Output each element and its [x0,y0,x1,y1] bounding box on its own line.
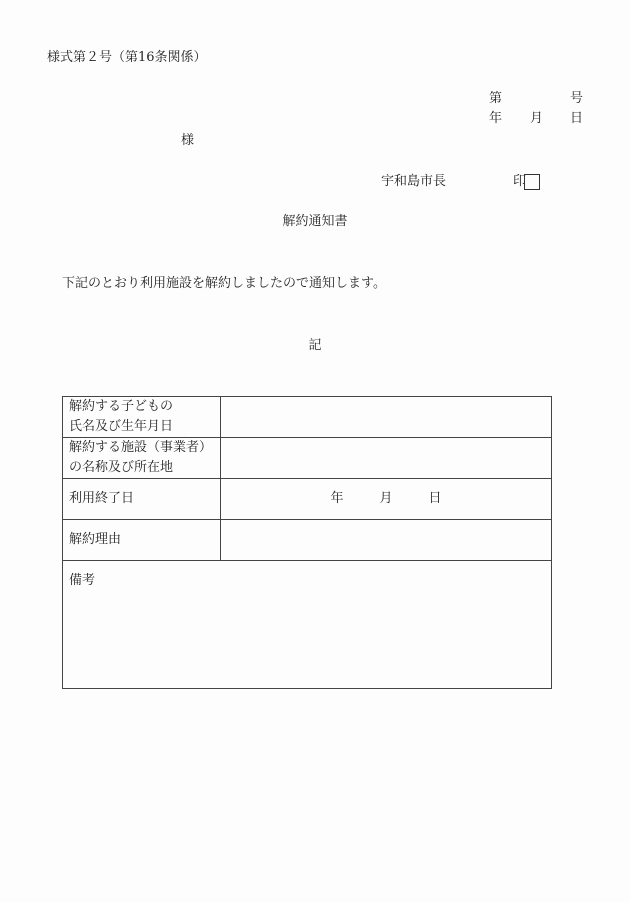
remarks-field[interactable] [63,561,552,689]
document-title: 解約通知書 [282,214,348,229]
issue-date-day: 日 [570,111,584,126]
reason-field[interactable] [221,520,552,561]
addressee-honorific: 様 [181,133,195,148]
facility-label-line1: 解約する施設（事業者） [69,440,213,455]
seal-label: 印 [513,174,527,189]
seal-box [524,174,540,190]
end-date-label: 利用終了日 [63,479,221,520]
table-row [63,397,552,438]
facility-value-field[interactable] [221,438,552,479]
child-value-field[interactable] [221,397,552,438]
table-row [63,561,552,689]
document-number-prefix: 第 [489,91,503,106]
ki-heading: 記 [308,338,322,353]
child-label-line2: 氏名及び生年月日 [69,419,174,434]
issue-date-year: 年 [489,111,503,126]
child-label-line1: 解約する子どもの [69,399,174,414]
end-date-year: 年 [330,491,344,506]
issue-date-month: 月 [530,111,544,126]
detail-table [62,396,552,689]
remarks-label: 備考 [69,573,96,588]
table-row [63,479,552,520]
facility-label [63,438,221,479]
reason-label: 解約理由 [63,520,221,561]
document-number-suffix: 号 [570,91,584,106]
table-row [63,520,552,561]
form-number: 様式第２号（第16条関係） [47,50,207,65]
end-date-field[interactable] [221,479,552,520]
end-date-day: 日 [428,491,442,506]
facility-label-line2: の名称及び所在地 [69,460,174,475]
body-text: 下記のとおり利用施設を解約しましたので通知します。 [62,276,386,291]
table-row [63,438,552,479]
issuer-name: 宇和島市長 [381,174,447,189]
end-date-month: 月 [379,491,393,506]
child-label [63,397,221,438]
